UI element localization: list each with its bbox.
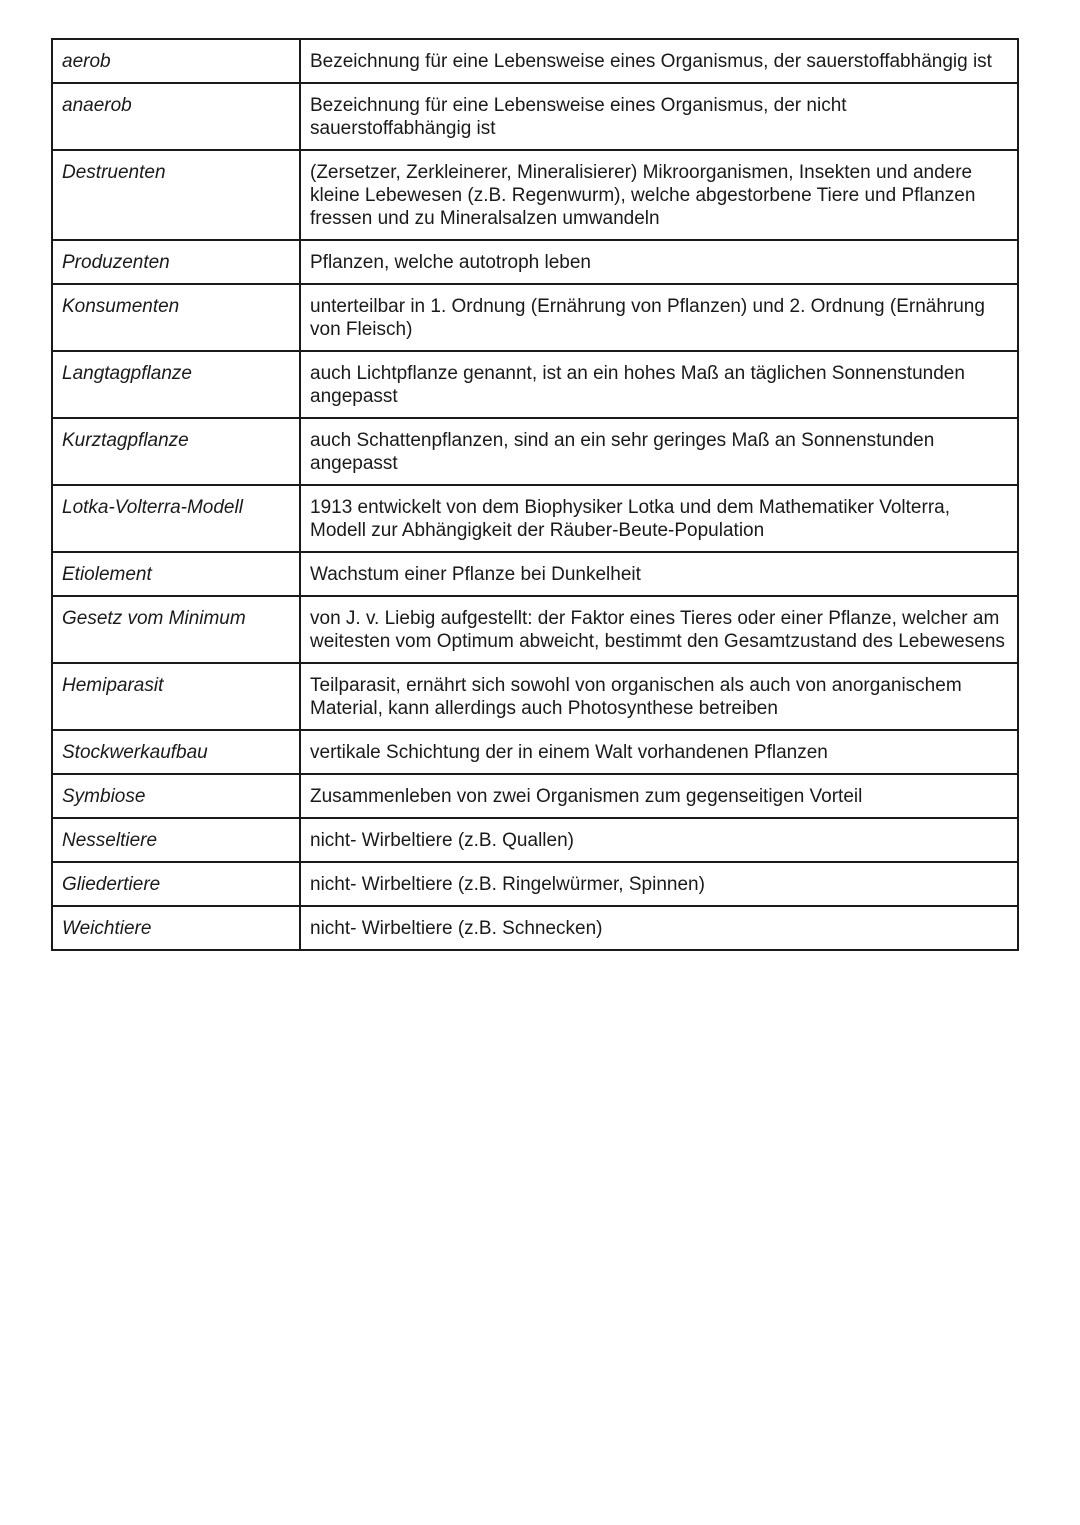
term-cell: anaerob xyxy=(52,83,300,150)
definition-cell: nicht- Wirbeltiere (z.B. Quallen) xyxy=(300,818,1018,862)
term-cell: Etiolement xyxy=(52,552,300,596)
table-row xyxy=(52,485,1018,552)
definition-cell: Pflanzen, welche autotroph leben xyxy=(300,240,1018,284)
definition-cell: auch Lichtpflanze genannt, ist an ein hohes Maß an täglichen Sonnenstunden angepasst xyxy=(300,351,1018,418)
table-row xyxy=(52,906,1018,950)
term-cell: Kurztagpflanze xyxy=(52,418,300,485)
term-cell: Hemiparasit xyxy=(52,663,300,730)
term-cell: Langtagpflanze xyxy=(52,351,300,418)
definition-cell: Teilparasit, ernährt sich sowohl von organischen als auch von anorganischem Material, kann allerdings auch Photosynthese betreiben xyxy=(300,663,1018,730)
definition-cell: Wachstum einer Pflanze bei Dunkelheit xyxy=(300,552,1018,596)
glossary-table xyxy=(51,38,1019,951)
document-page xyxy=(51,38,1019,951)
definition-cell: nicht- Wirbeltiere (z.B. Ringelwürmer, Spinnen) xyxy=(300,862,1018,906)
table-row xyxy=(52,552,1018,596)
term-cell: Lotka-Volterra-Modell xyxy=(52,485,300,552)
definition-cell: Bezeichnung für eine Lebensweise eines Organismus, der sauerstoffabhängig ist xyxy=(300,39,1018,83)
table-row xyxy=(52,284,1018,351)
table-row xyxy=(52,774,1018,818)
table-row xyxy=(52,663,1018,730)
term-cell: Gesetz vom Minimum xyxy=(52,596,300,663)
definition-cell: von J. v. Liebig aufgestellt: der Faktor eines Tieres oder einer Pflanze, welcher am weitesten vom Optimum abweicht, bestimmt den Gesamtzustand des Lebewesens xyxy=(300,596,1018,663)
definition-cell: unterteilbar in 1. Ordnung (Ernährung von Pflanzen) und 2. Ordnung (Ernährung von Fleisch) xyxy=(300,284,1018,351)
definition-cell: auch Schattenpflanzen, sind an ein sehr geringes Maß an Sonnenstunden angepasst xyxy=(300,418,1018,485)
definition-cell: nicht- Wirbeltiere (z.B. Schnecken) xyxy=(300,906,1018,950)
term-cell: Symbiose xyxy=(52,774,300,818)
term-cell: aerob xyxy=(52,39,300,83)
table-row xyxy=(52,83,1018,150)
table-row xyxy=(52,240,1018,284)
table-row xyxy=(52,862,1018,906)
table-row xyxy=(52,150,1018,240)
table-row xyxy=(52,351,1018,418)
table-row xyxy=(52,39,1018,83)
term-cell: Nesseltiere xyxy=(52,818,300,862)
definition-cell: Zusammenleben von zwei Organismen zum gegenseitigen Vorteil xyxy=(300,774,1018,818)
table-row xyxy=(52,818,1018,862)
glossary-body xyxy=(52,39,1018,950)
table-row xyxy=(52,418,1018,485)
definition-cell: Bezeichnung für eine Lebensweise eines Organismus, der nicht sauerstoffabhängig ist xyxy=(300,83,1018,150)
term-cell: Weichtiere xyxy=(52,906,300,950)
definition-cell: (Zersetzer, Zerkleinerer, Mineralisierer) Mikroorganismen, Insekten und andere kleine Lebewesen (z.B. Regenwurm), welche abgestorbene Tiere und Pflanzen fressen und zu Mineralsalzen umwandeln xyxy=(300,150,1018,240)
definition-cell: vertikale Schichtung der in einem Walt vorhandenen Pflanzen xyxy=(300,730,1018,774)
term-cell: Destruenten xyxy=(52,150,300,240)
table-row xyxy=(52,596,1018,663)
term-cell: Produzenten xyxy=(52,240,300,284)
table-row xyxy=(52,730,1018,774)
term-cell: Gliedertiere xyxy=(52,862,300,906)
term-cell: Stockwerkaufbau xyxy=(52,730,300,774)
definition-cell: 1913 entwickelt von dem Biophysiker Lotka und dem Mathematiker Volterra, Modell zur Abhängigkeit der Räuber-Beute-Population xyxy=(300,485,1018,552)
term-cell: Konsumenten xyxy=(52,284,300,351)
